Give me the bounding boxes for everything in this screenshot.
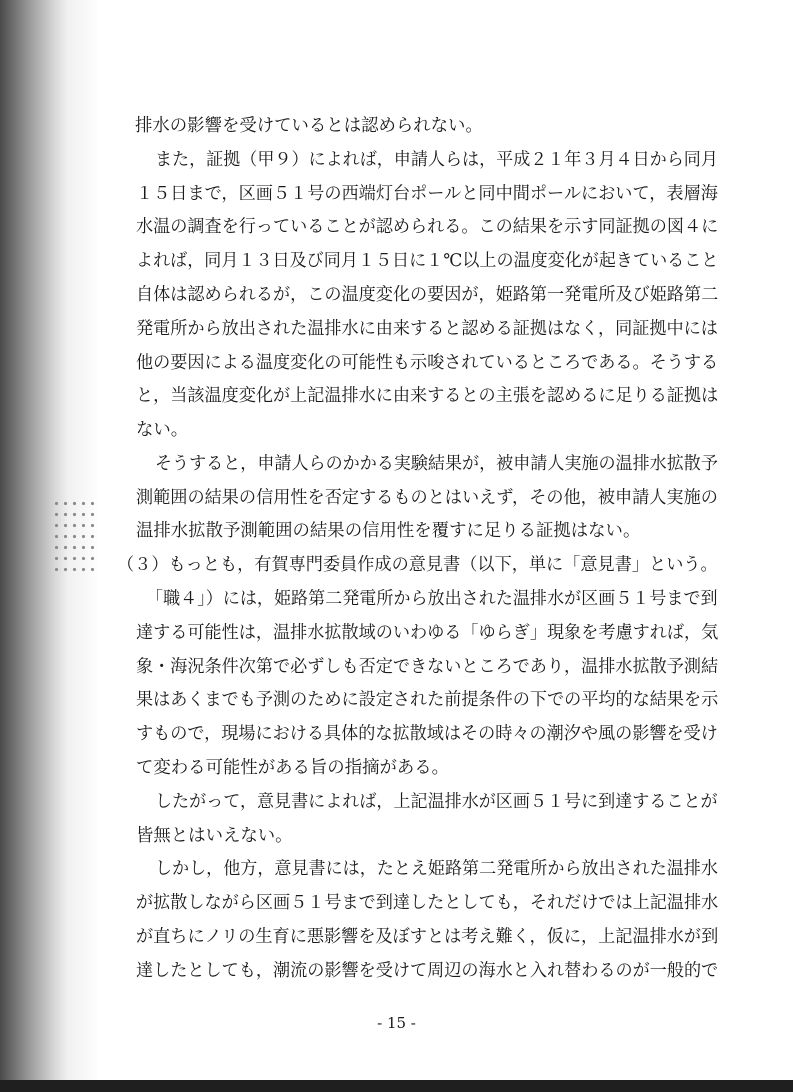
text-line: しかし，他方，意見書には，たとえ姫路第二発電所から放出された温排水 [155, 859, 718, 879]
text-line: （３）もっとも，有賀専門委員作成の意見書（以下，単に「意見書」という。 [117, 555, 718, 575]
text-line: て変わる可能性がある旨の指摘がある。 [136, 758, 450, 778]
text-line: そうすると，申請人らのかかる実験結果が，被申請人実施の温排水拡散予 [155, 454, 718, 474]
text-line: 象・海況条件次第で必ずしも否定できないところであり，温排水拡散予測結 [136, 657, 719, 677]
text-line: 発電所から放出された温排水に由来すると認める証拠はなく，同証拠中には [136, 319, 718, 339]
text-line: 水温の調査を行っていることが認められる。この結果を示す同証拠の図４に [136, 217, 719, 237]
text-line: 達する可能性は，温排水拡散域のいわゆる「ゆらぎ」現象を考慮すれば，気 [136, 623, 719, 643]
text-line: よれば，同月１３日及び同月１５日に１℃以上の温度変化が起きていること [136, 251, 719, 271]
text-line: 他の要因による温度変化の可能性も示唆されているところである。そうする [136, 353, 719, 373]
text-line: したがって，意見書によれば，上記温排水が区画５１号に到達することが [155, 792, 718, 812]
scan-bottom-edge [0, 1080, 793, 1092]
text-line: １５日まで，区画５１号の西端灯台ポールと同中間ポールにおいて，表層海 [136, 184, 718, 204]
text-line: 皆無とはいえない。 [136, 826, 293, 846]
text-line: ない。 [136, 420, 189, 440]
text-line: 温排水拡散予測範囲の結果の信用性を覆すに足りる証拠はない。 [136, 521, 641, 541]
text-line: 「職４」）には，姫路第二発電所から放出された温排水が区画５１号まで到 [146, 589, 718, 609]
text-line: が拡散しながら区画５１号まで到達したとしても，それだけでは上記温排水 [136, 893, 719, 913]
text-line: すもので，現場における具体的な拡散域はその時々の潮汐や風の影響を受け [136, 724, 718, 744]
text-line: 達したとしても，潮流の影響を受けて周辺の海水と入れ替わるのが一般的で [136, 961, 719, 981]
text-line: また，証拠（甲９）によれば，申請人らは，平成２１年３月４日から同月 [155, 150, 718, 170]
text-line: 果はあくまでも予測のために設定された前提条件の下での平均的な結果を示 [136, 690, 719, 710]
page-number: - 15 - [377, 1014, 416, 1032]
punch-hole-marks [52, 498, 97, 578]
text-line: が直ちにノリの生育に悪影響を及ぼすとは考え難く，仮に，上記温排水が到 [136, 927, 719, 947]
text-line: と，当該温度変化が上記温排水に由来するとの主張を認めるに足りる証拠は [136, 386, 719, 406]
text-line: 排水の影響を受けているとは認められない。 [135, 116, 483, 136]
text-line: 測範囲の結果の信用性を否定するものとはいえず，その他，被申請人実施の [136, 488, 718, 508]
text-line: 自体は認められるが，この温度変化の要因が，姫路第一発電所及び姫路第二 [136, 285, 719, 305]
